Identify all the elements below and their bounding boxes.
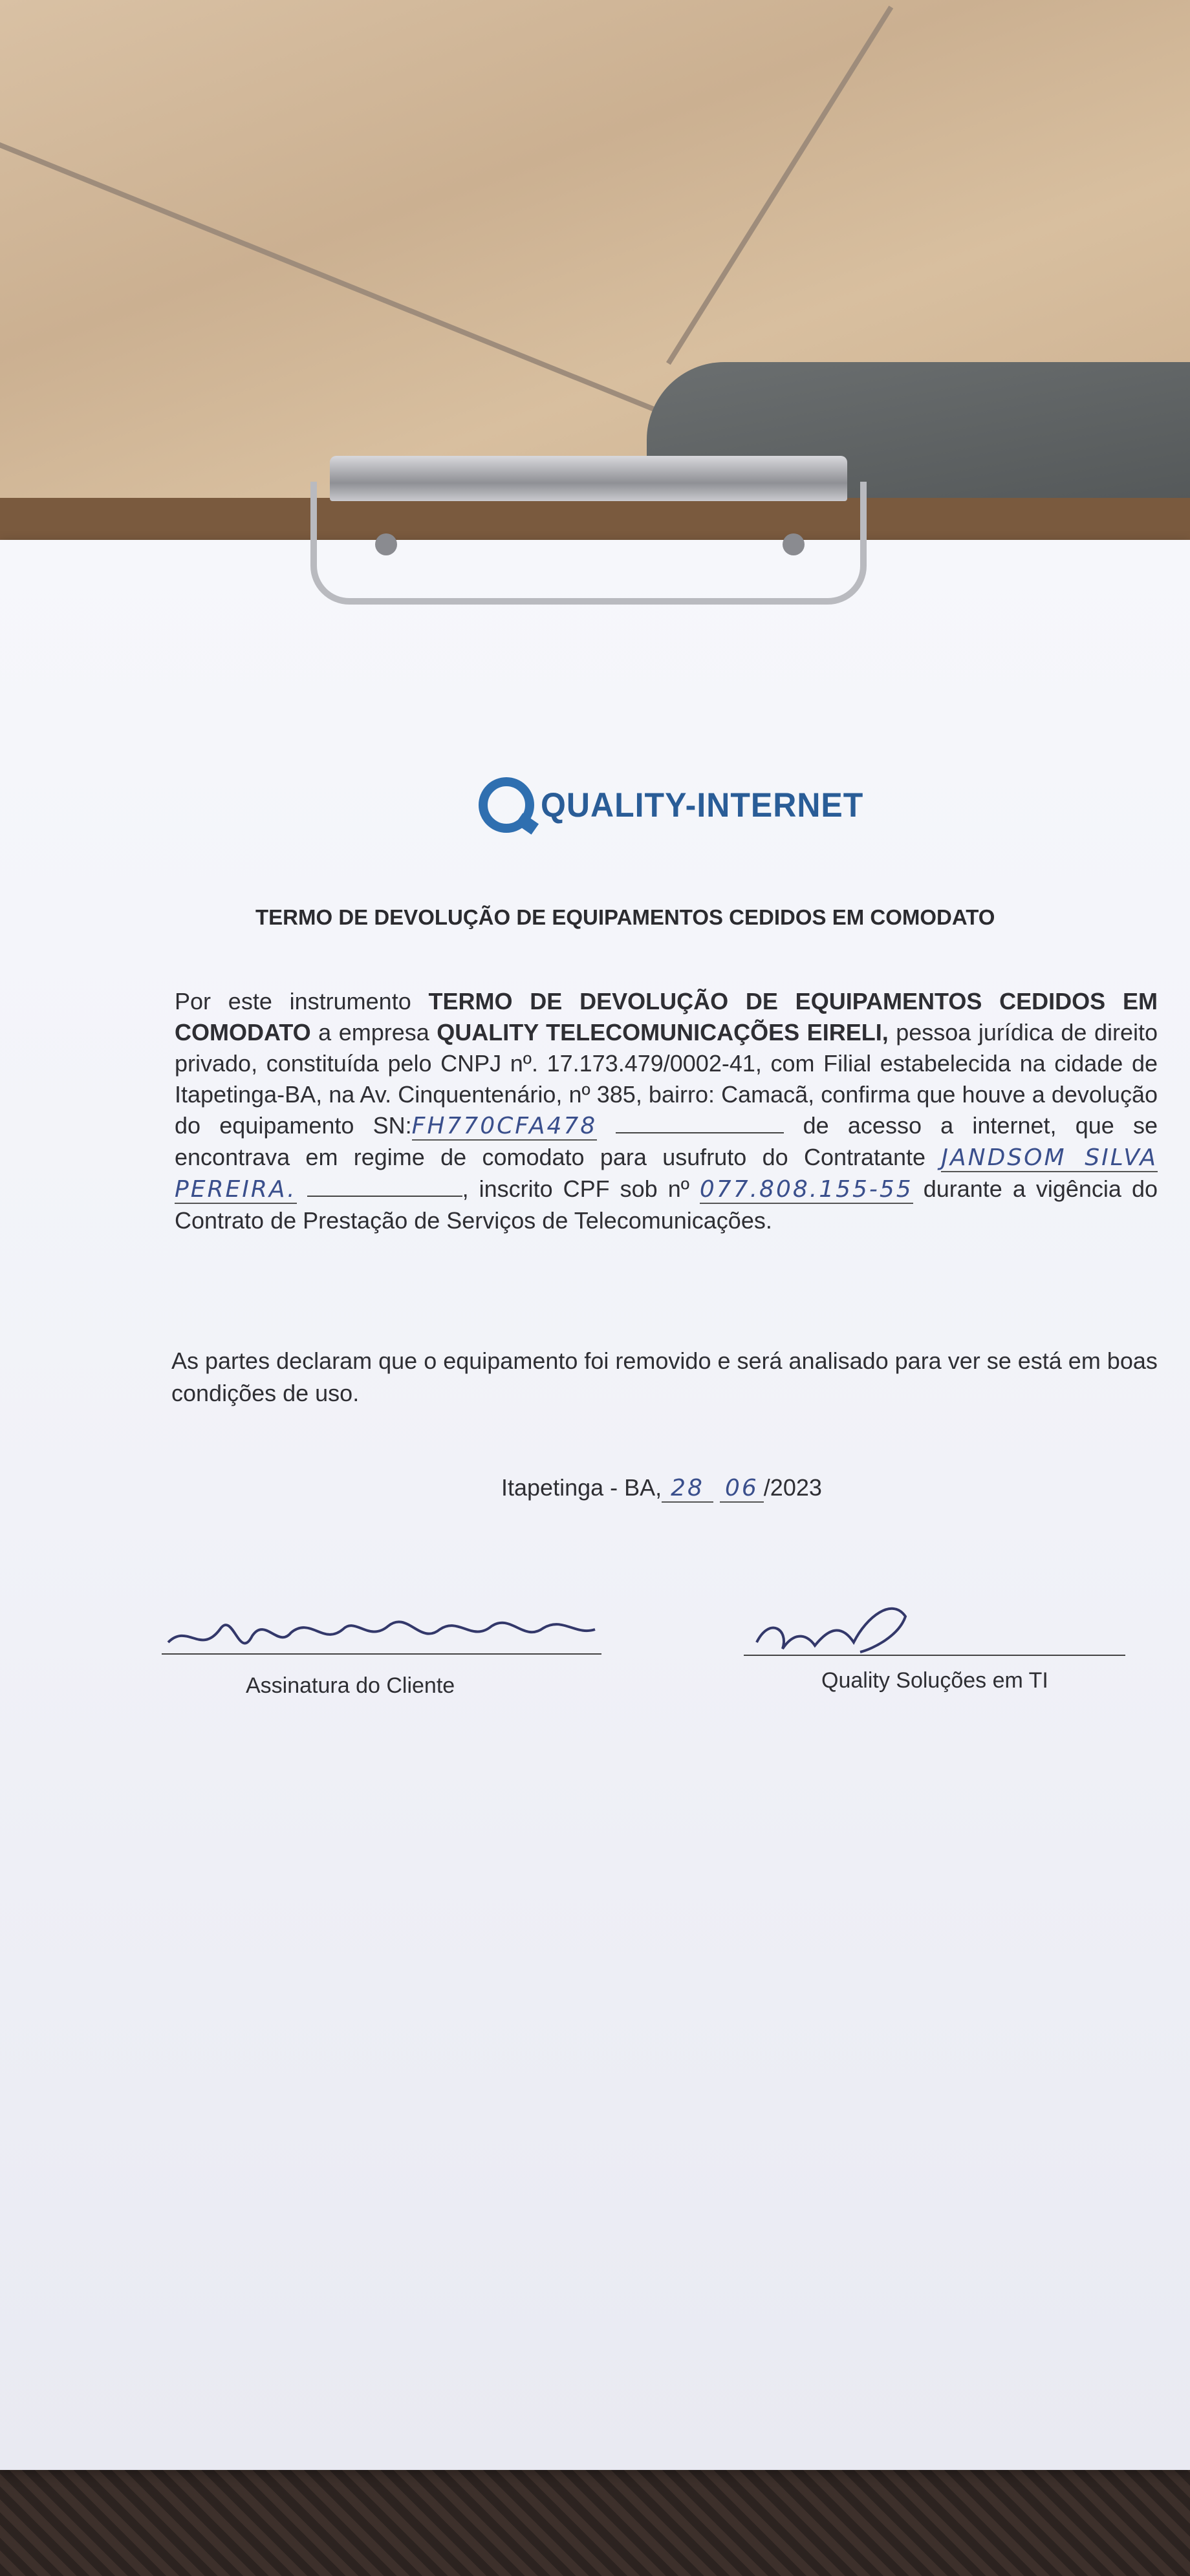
date-month: 06 — [720, 1475, 764, 1503]
logo-q-icon — [479, 777, 534, 833]
p1-company-name: QUALITY TELECOMUNICAÇÕES EIRELI, — [437, 1019, 889, 1046]
client-signature-block — [162, 1597, 601, 1707]
p1-company-details: pessoa jurídica de direito privado, constituída pelo CNPJ nº. 17.173.479/0002-41, com Filial estabelecida na cidade de Itapetinga-BA, na Av. Cinquentenário, nº 385, bairro: Camacã, confirma que houve a devolução do equipamento SN: — [175, 1019, 1158, 1139]
p1-term-title: TERMO DE DEVOLUÇÃO DE EQUIPAMENTOS CEDIDOS EM COMODATO — [175, 988, 1158, 1046]
company-logo — [479, 776, 863, 834]
date-day: 28 — [662, 1475, 713, 1503]
company-signature — [744, 1591, 1132, 1668]
p1-company-intro: a empresa — [310, 1019, 437, 1046]
clipboard-clip — [304, 456, 873, 611]
company-signature-label: Quality Soluções em TI — [821, 1668, 1048, 1693]
client-signature — [162, 1597, 601, 1668]
serial-number-handwritten: FH770CFA478 — [411, 1113, 598, 1139]
client-signature-label: Assinatura do Cliente — [246, 1673, 455, 1698]
declaration-paragraph: As partes declaram que o equipamento foi removido e será analisado para ver se está em boas condições de uso. — [171, 1347, 1158, 1406]
company-signature-block — [744, 1591, 1132, 1707]
p1-cpf-text: , inscrito CPF sob nº — [462, 1175, 700, 1202]
p1-closing: durante a vigência do Contrato de Prestação de Serviços de Telecomunicações. — [175, 1175, 1158, 1234]
date-line — [501, 1474, 822, 1501]
date-separator — [713, 1474, 720, 1501]
bottom-fabric — [0, 2457, 1190, 2576]
document-title: TERMO DE DEVOLUÇÃO DE EQUIPAMENTOS CEDIDOS EM COMODATO — [255, 905, 995, 929]
clip-rivet — [783, 533, 805, 555]
date-year: /2023 — [763, 1474, 822, 1501]
p1-access-text: de acesso a internet, que se encontrava em regime de comodato para usufruto do Contratante — [175, 1112, 1158, 1170]
clip-rivet — [375, 533, 397, 555]
blank-line — [616, 1132, 784, 1133]
client-name-handwritten: JANDSOM SILVA PEREIRA. — [175, 1144, 1158, 1203]
date-prefix: Itapetinga - BA, — [501, 1474, 662, 1501]
p1-intro: Por este instrumento — [175, 988, 429, 1014]
cpf-handwritten: 077.808.155-55 — [699, 1176, 913, 1203]
main-paragraph — [175, 986, 1158, 1236]
blank-line — [307, 1196, 462, 1197]
logo-text: QUALITY-INTERNET — [541, 786, 864, 824]
